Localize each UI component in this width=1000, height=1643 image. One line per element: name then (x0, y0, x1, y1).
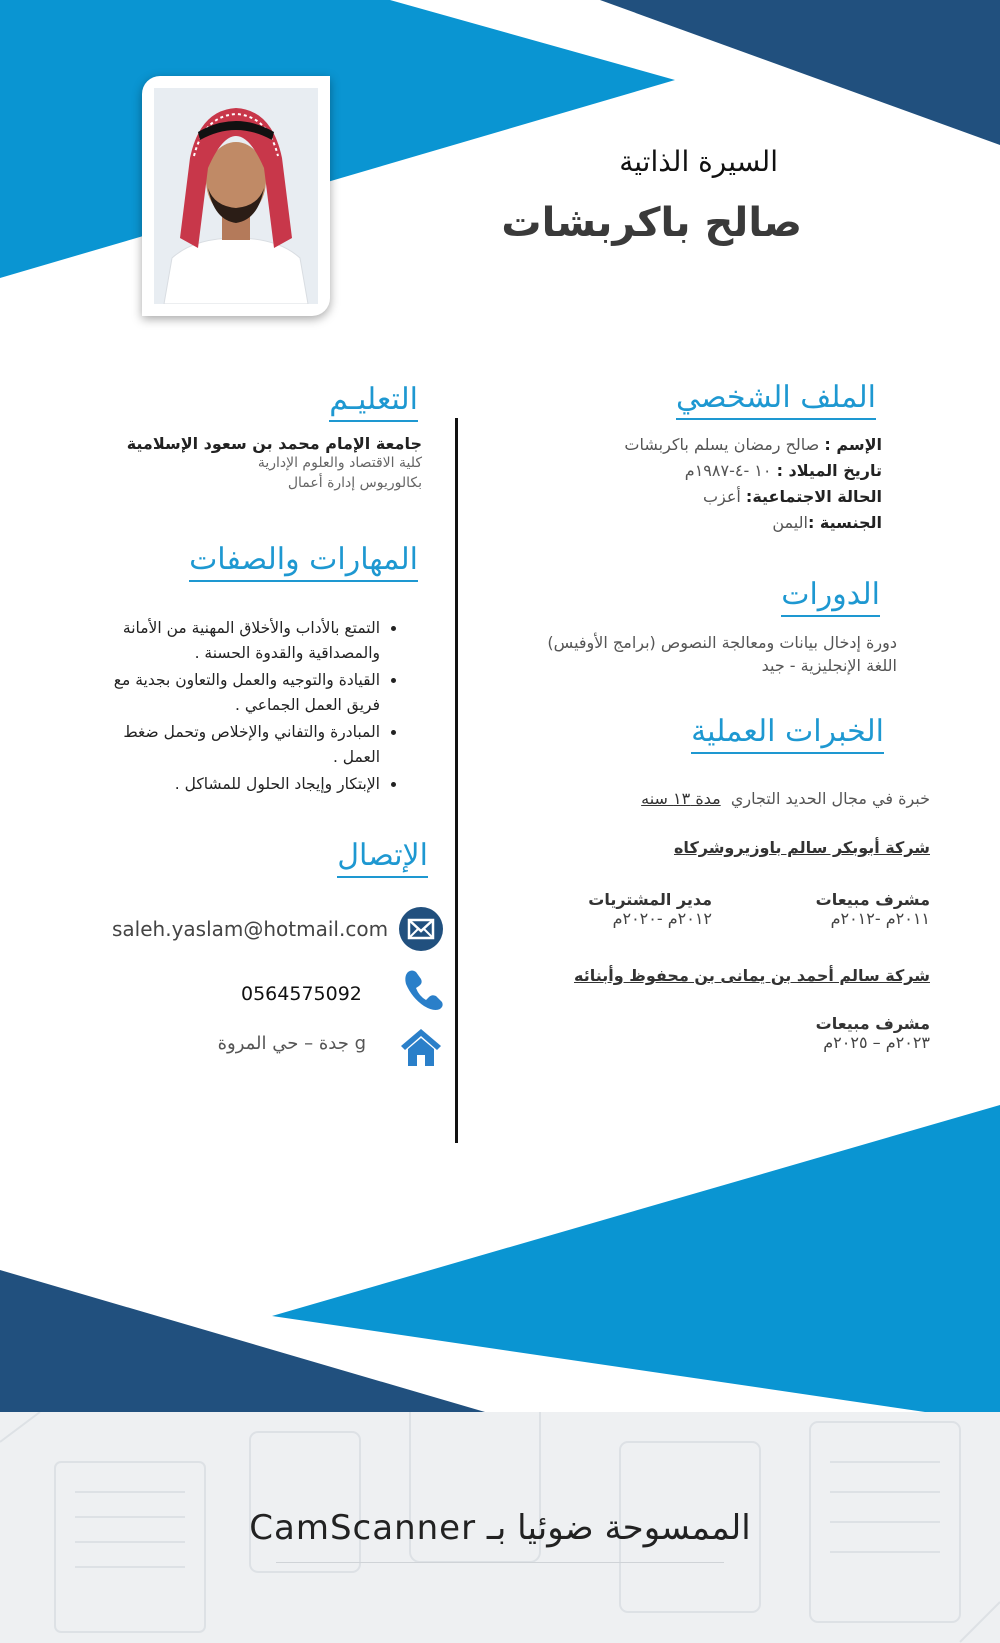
phone-icon (400, 966, 446, 1012)
course-item: دورة إدخال بيانات ومعالجة النصوص (برامج الأوفيس) (547, 633, 897, 652)
experience-summary-row (641, 786, 930, 812)
courses-list (547, 630, 897, 676)
bottom-right-blue-triangle (272, 1105, 1000, 1412)
job-title: مدير المشتريات (588, 890, 712, 909)
skills-title: المهارات والصفات (189, 540, 418, 582)
skills-list-container (110, 616, 400, 799)
college: كلية الاقتصاد والعلوم الإدارية (257, 455, 422, 471)
nationality-value: اليمن (772, 513, 808, 532)
profile-marital-row (624, 484, 882, 510)
contact-address: g جدة – حي المروة (217, 1033, 366, 1054)
contact-email[interactable]: saleh.yaslam@hotmail.com (112, 917, 389, 941)
education-title: التعليـم (329, 380, 418, 422)
person-name: صالح باكربشات (501, 200, 802, 246)
course-item: اللغة الإنجليزية - جيد (761, 656, 897, 675)
job-dates: ٢٠١٢م -٢٠٢٠م (612, 909, 712, 928)
job-entry (588, 890, 712, 928)
profile-photo (154, 88, 318, 304)
profile-name-row (624, 432, 882, 458)
job-dates: ٢٠١١م -٢٠١٢م (830, 909, 930, 928)
contact-section (337, 836, 428, 878)
cv-label: السيرة الذاتية (619, 145, 778, 178)
education-details (127, 434, 422, 493)
job-title: مشرف مبيعات (815, 1014, 930, 1033)
experience-duration: مدة ١٣ سنه (641, 789, 721, 808)
skill-item: • القيادة والتوجيه والعمل والتعاون بجدية مع فريق العمل الجماعي . (110, 668, 380, 718)
courses-section (781, 575, 880, 617)
profile-details (624, 432, 882, 536)
profile-nationality-row (624, 510, 882, 536)
contact-phone[interactable]: 0564575092 (241, 983, 362, 1005)
skills-list (110, 616, 400, 797)
profile-photo-frame (142, 76, 330, 316)
company-name: شركة سالم أحمد بن يمانى بن محفوظ وأبنائه (573, 966, 930, 985)
nationality-label: الجنسية : (807, 513, 882, 532)
dob-label: تاريخ الميلاد : (776, 461, 882, 480)
courses-title: الدورات (781, 575, 880, 617)
scanner-watermark-text: الممسوحة ضوئيا بـ CamScanner (249, 1508, 751, 1548)
name-value: صالح رمضان يسلم باكربشات (624, 435, 820, 454)
footer-rule (276, 1562, 724, 1563)
name-label: الإسم : (824, 435, 882, 454)
home-icon (398, 1024, 444, 1070)
profile-dob-row (624, 458, 882, 484)
skill-item: • المبادرة والتفاني والإخلاص وتحمل ضغط العمل . (110, 720, 380, 770)
job-entry (816, 1014, 930, 1052)
profile-section (676, 378, 876, 420)
marital-label: الحالة الاجتماعية: (745, 487, 882, 506)
education-section (329, 380, 418, 422)
university: جامعة الإمام محمد بن سعود الإسلامية (126, 434, 422, 453)
envelope-icon (398, 906, 444, 952)
job-dates: ٢٠٢٣م – ٢٠٢٥م (823, 1033, 930, 1052)
top-right-dark-triangle (600, 0, 1000, 145)
company-name: شركة أبوبكر سالم باوزيروشركاه (673, 838, 930, 857)
skill-item: • الإبتكار وإيجاد الحلول للمشاكل . (110, 772, 380, 797)
contact-title: الإتصال (337, 836, 428, 878)
experience-title: الخبرات العملية (691, 712, 884, 754)
marital-value: أعزب (702, 487, 741, 506)
dob-value: ١٠ -٤-١٩٨٧م (684, 461, 772, 480)
job-entry (816, 890, 930, 928)
experience-section (691, 712, 884, 754)
skill-item: • التمتع بالأداب والأخلاق المهنية من الأمانة والمصداقية والقدوة الحسنة . (110, 616, 380, 666)
experience-summary: خبرة في مجال الحديد التجاري (730, 789, 930, 808)
degree: بكالوريوس إدارة أعمال (287, 475, 422, 491)
profile-title: الملف الشخصي (676, 378, 876, 420)
skills-section (189, 540, 418, 582)
column-divider (455, 418, 458, 1143)
job-title: مشرف مبيعات (815, 890, 930, 909)
